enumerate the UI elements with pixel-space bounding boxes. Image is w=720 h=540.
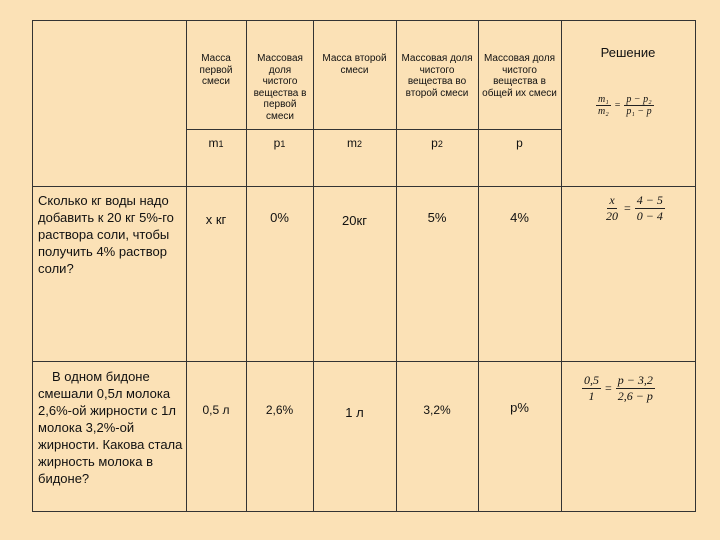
column-divider	[186, 20, 187, 512]
header-m2: Масса второй смеси	[322, 53, 387, 76]
header-m1: Масса первой смеси	[199, 53, 233, 87]
header-formula: $\frac{\text{m₁}}{\text{m₂}}$ = $\frac{\text{p − p₂}}{\text{p₁ − p}}$	[598, 94, 652, 117]
problem-2-p1: 2,6%	[265, 403, 294, 418]
problem-1-m1: x кг	[205, 211, 227, 227]
table-border-right	[695, 20, 696, 512]
problem-2-p2: 3,2%	[423, 403, 451, 418]
problem-2-formula: $\frac{0,5}{1}$ = $\frac{p - 3,2}{2,6 - p}$	[584, 373, 653, 403]
symbol-p2: p 2	[431, 136, 443, 151]
row-divider	[32, 186, 696, 187]
column-divider	[478, 20, 479, 512]
problem-1-formula: $\frac{x}{20}$ = $\frac{4 - 5}{0 - 4}$	[606, 193, 663, 223]
problem-1-p2: 5%	[427, 209, 447, 225]
problem-1-p1: 0%	[270, 209, 289, 225]
symbol-p1: p 1	[273, 136, 286, 151]
problem-1-text: Сколько кг воды надо добавить к 20 кг 5%-го раствора соли, чтобы получить 4% раствор соли?	[38, 193, 174, 276]
table-border-bottom	[32, 511, 696, 512]
problem-2-text: В одном бидоне смешали 0,5л молока 2,6%-ой жирности с 1л молока 3,2%-ой жирности. Какова стала жирность молока в бидоне?	[38, 369, 183, 486]
symbol-m2: m 2	[346, 136, 362, 151]
problem-2-m2: 1 л	[345, 404, 364, 420]
header-p: Массовая доля чистого вещества в общей их смеси	[482, 53, 557, 99]
column-divider	[246, 20, 247, 512]
header-solution: Решение	[600, 44, 656, 60]
header-p1: Массовая доля чистого вещества в первой смеси	[253, 53, 307, 122]
row-divider	[32, 361, 696, 362]
symbol-m1: m 1	[208, 136, 224, 151]
problem-2-p: p%	[510, 399, 529, 415]
problem-1-m2: 20кг	[342, 212, 367, 228]
header-p2: Массовая доля чистого вещества во второй смеси	[401, 53, 473, 99]
symbol-p: p	[516, 136, 523, 151]
column-divider	[561, 20, 562, 512]
problem-2-m1: 0,5 л	[202, 403, 230, 418]
problem-1-p: 4%	[510, 209, 529, 225]
column-divider	[396, 20, 397, 512]
table-border-left	[32, 20, 33, 512]
